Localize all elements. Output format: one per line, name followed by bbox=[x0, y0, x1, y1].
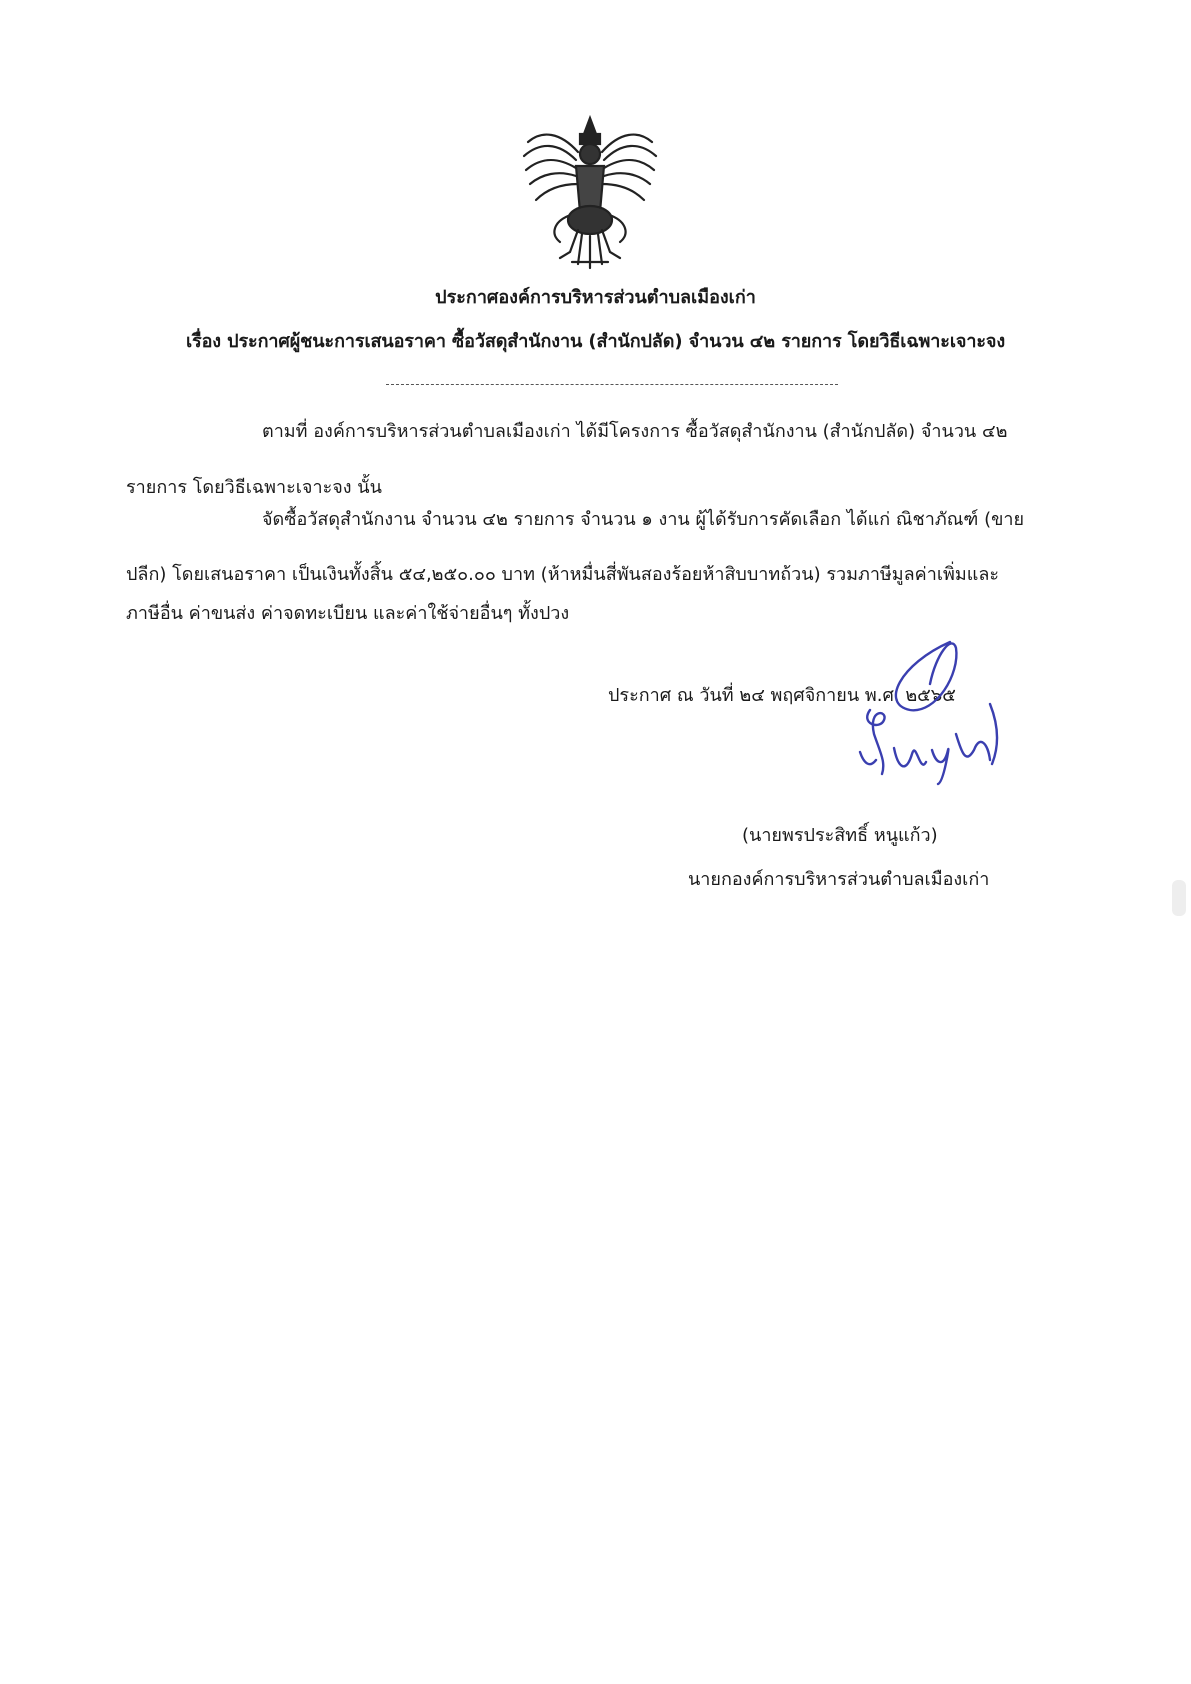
paragraph1-line2: รายการ โดยวิธีเฉพาะเจาะจง นั้น bbox=[126, 477, 382, 498]
separator-line bbox=[386, 384, 838, 385]
paragraph2-line1: จัดซื้อวัสดุสำนักงาน จำนวน ๔๒ รายการ จำนวน ๑ งาน ผู้ได้รับการคัดเลือก ได้แก่ ณิชาภัณฑ์ (ขาย bbox=[262, 509, 1025, 530]
paragraph1-line1: ตามที่ องค์การบริหารส่วนตำบลเมืองเก่า ได้มีโครงการ ซื้อวัสดุสำนักงาน (สำนักปลัด) จำนวน ๔๒ bbox=[262, 421, 1008, 442]
paragraph2-line2: ปลีก) โดยเสนอราคา เป็นเงินทั้งสิ้น ๕๔,๒๕๐.๐๐ บาท (ห้าหมื่นสี่พันสองร้อยห้าสิบบาทถ้วน) รวมภาษีมูลค่าเพิ่มและ bbox=[126, 564, 1000, 585]
garuda-emblem-icon bbox=[520, 112, 660, 272]
announcement-date: ประกาศ ณ วันที่ ๒๔ พฤศจิกายน พ.ศ. ๒๕๖๕ bbox=[608, 685, 956, 706]
scan-edge-mark bbox=[1172, 880, 1186, 916]
org-title: ประกาศองค์การบริหารส่วนตำบลเมืองเก่า bbox=[435, 287, 756, 308]
handwritten-signature-icon bbox=[840, 634, 1030, 794]
paragraph2-line3: ภาษีอื่น ค่าขนส่ง ค่าจดทะเบียน และค่าใช้จ่ายอื่นๆ ทั้งปวง bbox=[126, 603, 570, 624]
signer-name: (นายพรประสิทธิ์ หนูแก้ว) bbox=[742, 825, 938, 846]
signer-position: นายกองค์การบริหารส่วนตำบลเมืองเก่า bbox=[688, 869, 990, 890]
announcement-subject: เรื่อง ประกาศผู้ชนะการเสนอราคา ซื้อวัสดุสำนักงาน (สำนักปลัด) จำนวน ๔๒ รายการ โดยวิธีเฉพาะเจาะจง bbox=[185, 331, 1006, 352]
